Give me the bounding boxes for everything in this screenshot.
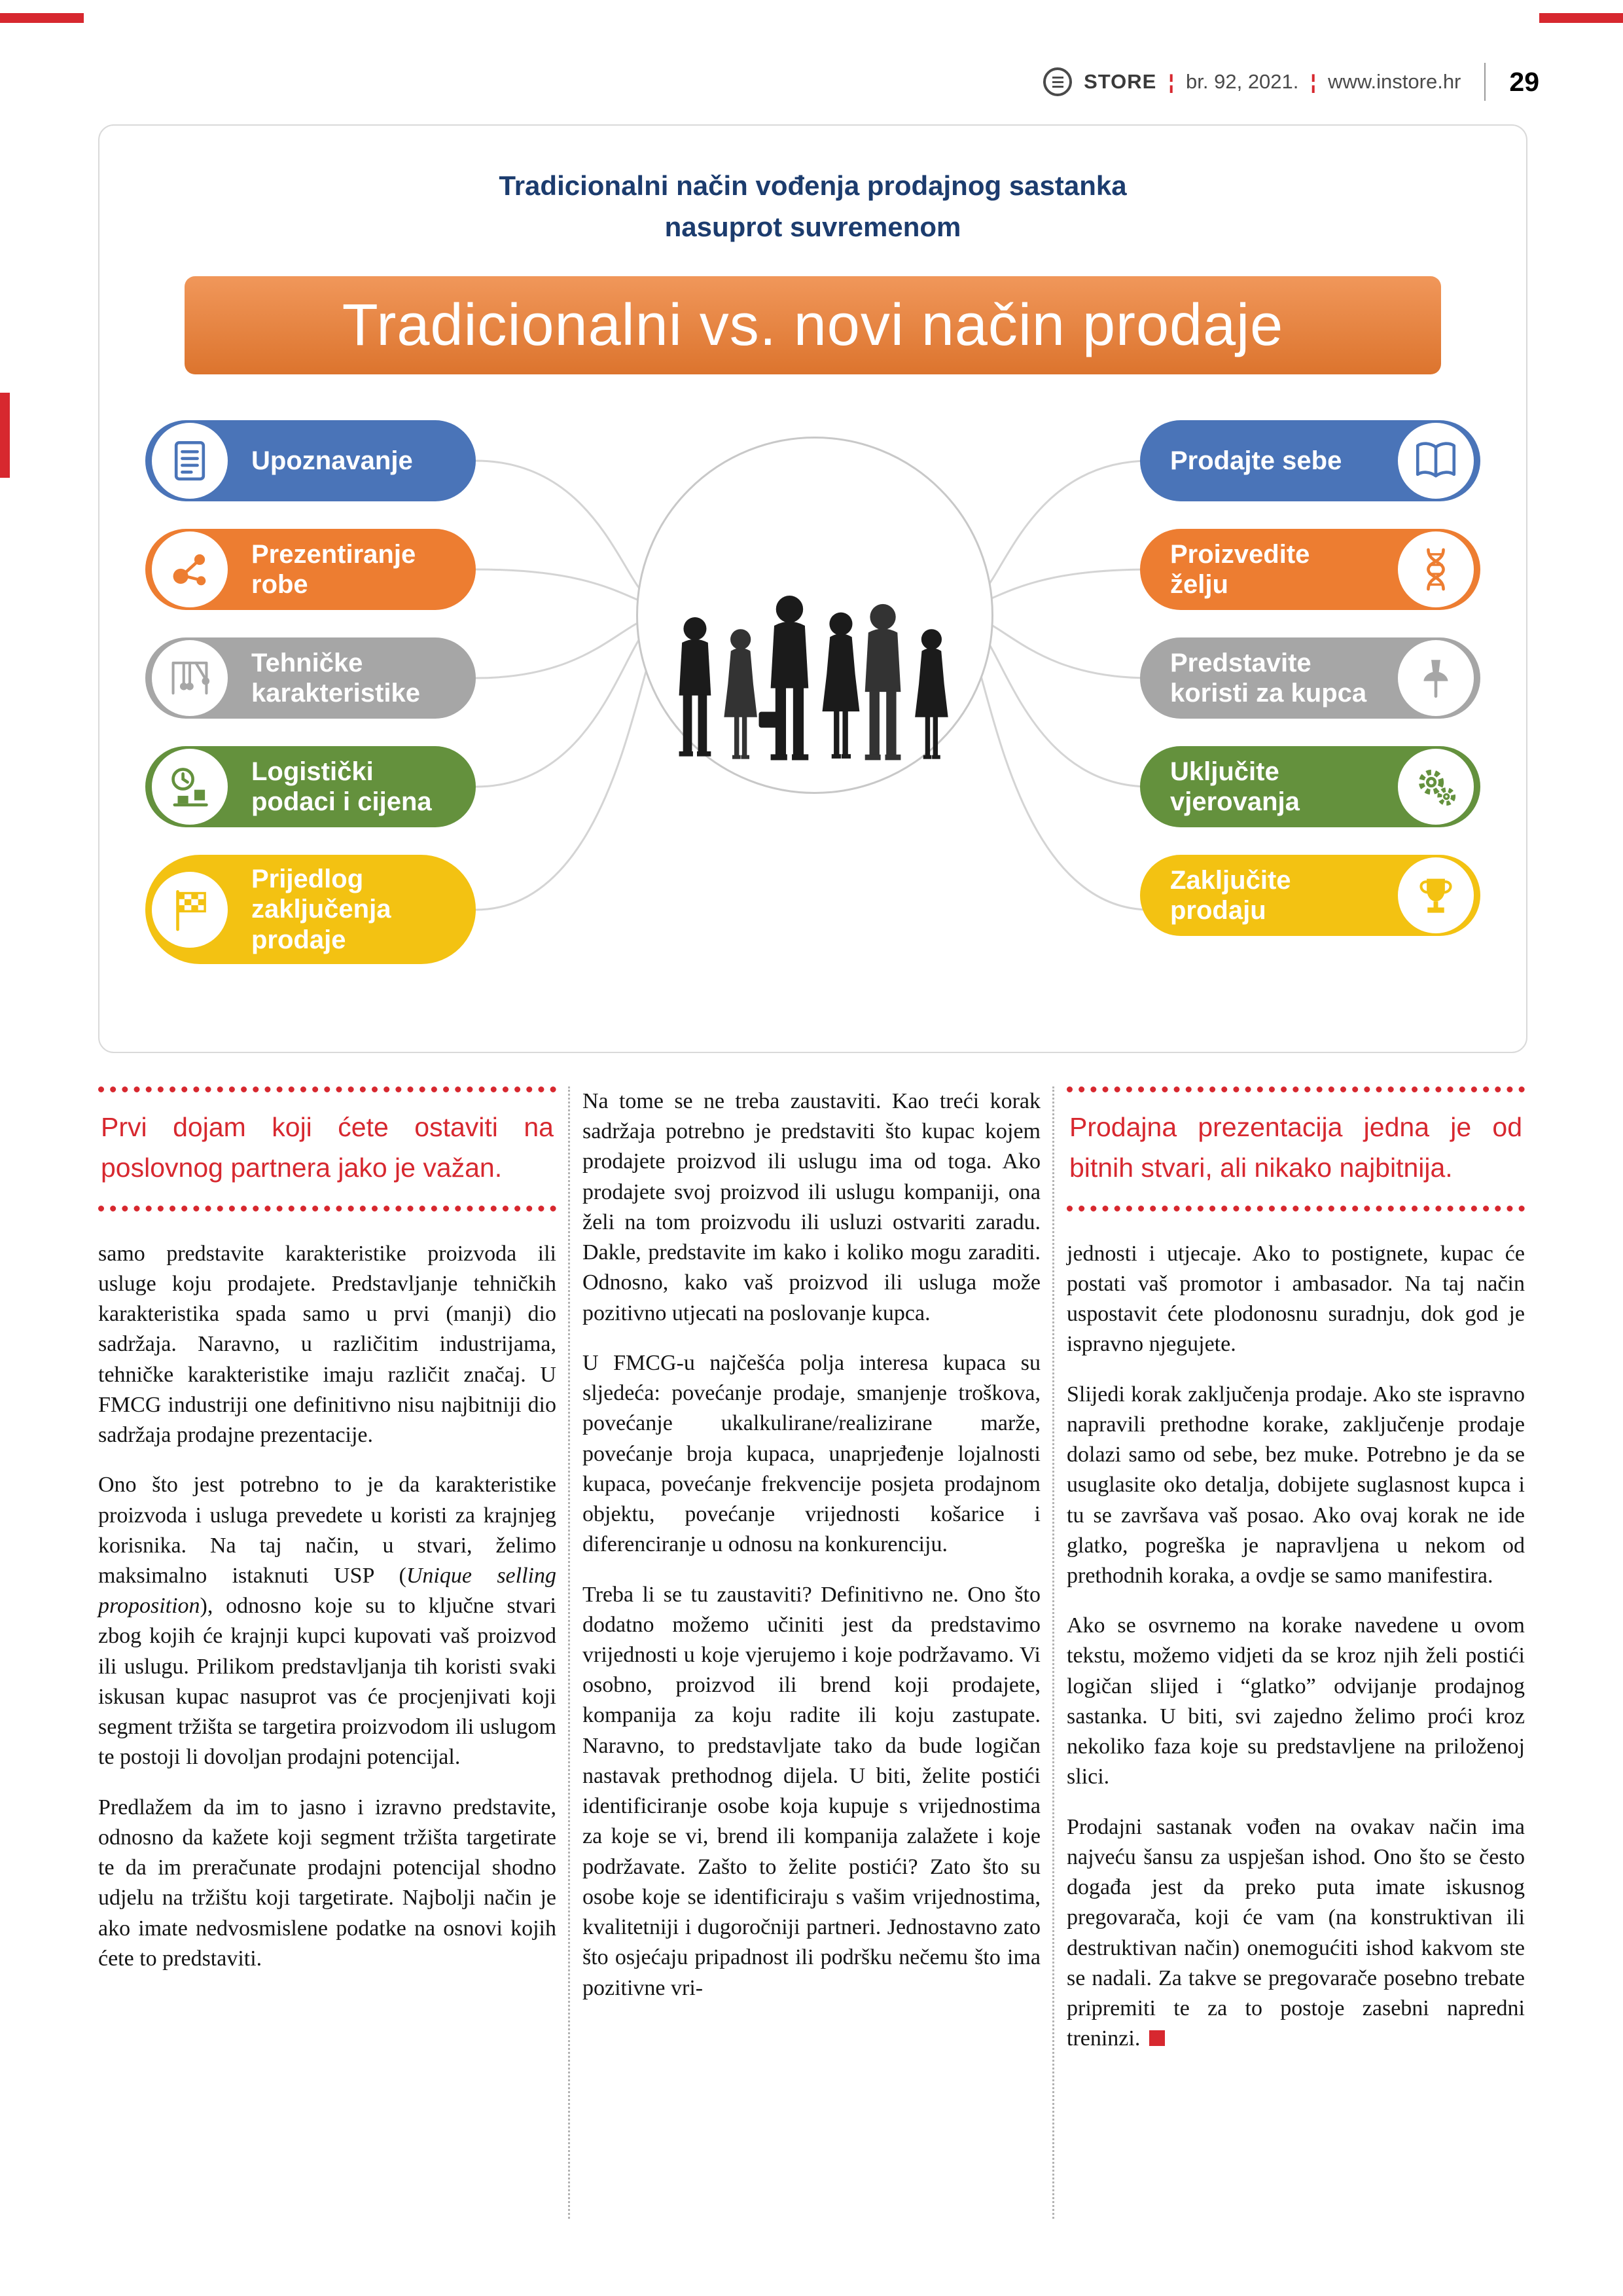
article-column-1: [98, 1086, 556, 1994]
header-divider: [1484, 63, 1486, 101]
instore-logo-icon: [1043, 67, 1072, 96]
step-zakljucite-prodaju: [1140, 855, 1480, 936]
step-prodajte-sebe: [1140, 420, 1480, 501]
step-proizvedite-zelju: [1140, 529, 1480, 610]
pin-icon: [1398, 640, 1474, 716]
page-number: 29: [1509, 66, 1539, 97]
paragraph-text: ), odnosno koje su to ključne stvari zbog kojih će krajnji kupci kupovati vaš proizvod ili uslugu. Prilikom predstavljanja tih koristi svaki iskusan kupac nasuprot vas će procjenjivati koji segment tržišta se targetira proizvodom ili uslugom te postoji li dovoljan prodajni potencijal.: [98, 1594, 556, 1770]
step-label: Upoznavanje: [251, 446, 413, 475]
step-label: Zaključite prodaju: [1170, 865, 1291, 925]
step-label: Prijedlog zaključenja prodaje: [251, 865, 391, 954]
brand-name: STORE: [1084, 70, 1157, 93]
step-predstavite-koristi: [1140, 637, 1480, 719]
crop-mark-left-edge: [0, 393, 10, 478]
article-column-2: [582, 1086, 1041, 2023]
header-separator: ¦: [1168, 70, 1175, 93]
business-people-illustration: [669, 571, 961, 761]
checklist-icon: [152, 423, 228, 499]
step-logisticki-podaci: [145, 746, 476, 827]
trophy-icon: [1398, 857, 1474, 933]
step-label: Logistički podaci i cijena: [251, 757, 432, 816]
paragraph: Slijedi korak zaključenja prodaje. Ako ste ispravno napravili prethodne korake, zaključenje prodaje dolazi samo od sebe, bez muke. Potrebno je da se usuglasite oko detalja, dobijete suglasnost kupca i tu se završava vaš posao. Ako ovaj korak ne ide glatko, pogreška je napravljena u nekom od prethodnih koraka, a ovdje se samo manifestira.: [1067, 1382, 1525, 1588]
step-label: Predstavite koristi za kupca: [1170, 648, 1367, 708]
logistics-icon: [152, 749, 228, 825]
infographic-banner: Tradicionalni vs. novi način prodaje: [185, 276, 1441, 374]
step-prezentiranje-robe: [145, 529, 476, 610]
step-label: Uključite vjerovanja: [1170, 757, 1300, 816]
paragraph: U FMCG-u najčešća polja interesa kupaca su sljedeća: povećanje prodaje, smanjenje troškova, povećanje ukalkulirane/realizirane marže, povećanje broja kupaca, unaprjeđenje lojalnosti kupaca, povećanje frekvencije posjeta prodajnom objektu, povećanje vrijednosti košarice i diferenciranje u odnosu na konkurenciju.: [582, 1350, 1041, 1557]
website-url: www.instore.hr: [1328, 70, 1461, 93]
meeting-people-circle: [636, 437, 993, 794]
traditional-steps-list: [145, 420, 476, 964]
column-separator: [1052, 1086, 1054, 2219]
crop-mark-top-right: [1539, 13, 1623, 23]
step-ukljucite-vjerovanja: [1140, 746, 1480, 827]
gears-icon: [1398, 749, 1474, 825]
paragraph-italic: Unique selling proposition: [98, 1563, 556, 1619]
paragraph: Na tome se ne treba zaustaviti. Kao treći korak sadržaja potrebno je predstaviti što kupac kojem prodajete proizvod ili uslugu ima od toga. Ako prodajete svoj proizvod ili uslugu kompaniji, ona želi na tom proizvodu ili usluzi ostvariti zaradu. Dakle, predstavite im kako i koliko mogu zaraditi. Odnosno, kako vaš proizvod ili usluga može pozitivno utjecati na poslovanje kupca.: [582, 1089, 1041, 1325]
crop-mark-top-left: [0, 13, 84, 23]
dna-icon: [1398, 531, 1474, 607]
paragraph-text: Prodajni sastanak vođen na ovakav način ima najveću šansu za uspješan ishod. Ono što se često događa jest da preko puta imate iskusnog pregovarača, koji će vam (na konstruktivan ili destruktivan način) onemogućiti ishod kakvom ste se nadali. Za takve se pregovarače posebno trebate pripremiti te za to postoje zasebni napredni treninzi.: [1067, 1814, 1525, 2051]
column-separator: [568, 1086, 570, 2219]
paragraph: [98, 1470, 556, 1772]
paragraph: Predlažem da im to jasno i izravno predstavite, odnosno da kažete koji segment tržišta targetirate te da im preračunate prodajni potencijal shodno udjelu na tržištu koji targetirate. Najbolji način je ako imate nedvosmislene podatke na osnovi kojih ćete to predstaviti.: [98, 1795, 556, 1971]
article-column-3: [1067, 1086, 1525, 2073]
paragraph-text: Ono što jest potrebno to je da karakteristike proizvoda i usluga prevedete u koristi za krajnjeg korisnika. Na taj način, u stvari, želimo maksimalno istaknuti USP (: [98, 1473, 556, 1588]
newtons-cradle-icon: [152, 640, 228, 716]
paragraph: [1067, 1812, 1525, 2054]
infographic-title-line2: nasuprot suvremenom: [664, 211, 961, 242]
step-label: Proizvedite želju: [1170, 539, 1310, 599]
infographic-title-line1: Tradicionalni način vođenja prodajnog sastanka: [499, 170, 1127, 201]
step-prijedlog-zakljucenja: [145, 855, 476, 964]
step-label: Prezentiranje robe: [251, 539, 416, 599]
pull-quote-right: Prodajna prezentacija jedna je od bitnih stvari, ali nikako najbitnija.: [1067, 1086, 1525, 1211]
paragraph: Treba li se tu zaustaviti? Definitivno ne. Ono što dodatno možemo učiniti jest da predstavimo vrijednosti u koje vjerujemo i koje podržavamo. Vi osobno, proizvod ili brend koji prodajete, kompanija za koju radite ili koju zastupate. Naravno, to predstavljate tako da bude logičan nastavak prethodnog dijela. U biti, želite postići identificiranje osobe koja kupuje s vrijednostima za koje se vi, brend ili kompanija zalažete i koje podržavate. Zašto to želite postići? Zato što su osobe koje se identificiraju s vašim vrijednostima, kvalitetniji i dugoročniji partneri. Jednostavno zato što osjećaju pripadnost ili podršku nečemu što ima pozitivne vri-: [582, 1582, 1041, 2000]
paragraph: samo predstavite karakteristike proizvoda ili usluge koju prodajete. Predstavljanje tehničkih karakteristika spada samo u prvi (manji) dio sadržaja. Naravno, u različitim industrijama, tehničke karakteristike imaju različit značaj. U FMCG industriji one definitivno nisu najbitniji dio sadržaja prodajne prezentacije.: [98, 1241, 556, 1448]
infographic-box: [98, 124, 1527, 1053]
paragraph: Ako se osvrnemo na korake navedene u ovom tekstu, možemo vidjeti da se kroz njih želi postići logičan slijed i “glatko” odvijanje prodajnog sastanka. U biti, svi zajedno želimo proći kroz nekoliko faza koje su predstavljene na priloženoj slici.: [1067, 1613, 1525, 1789]
modern-steps-list: [1140, 420, 1480, 936]
share-icon: [152, 531, 228, 607]
checkered-flag-icon: [152, 872, 228, 948]
issue-number: br. 92, 2021.: [1186, 70, 1299, 93]
paragraph: jednosti i utjecaje. Ako to postignete, kupac će postati vaš promotor i ambasador. Na taj način uspostavit ćete plodonosnu suradnju, dok god je ispravno njegujete.: [1067, 1241, 1525, 1357]
pull-quote-left: Prvi dojam koji ćete ostaviti na poslovnog partnera jako je važan.: [98, 1086, 556, 1211]
end-of-article-mark: [1149, 2030, 1165, 2046]
step-tehnicke-karakteristike: [145, 637, 476, 719]
book-icon: [1398, 423, 1474, 499]
step-label: Tehničke karakteristike: [251, 648, 420, 708]
step-label: Prodajte sebe: [1170, 446, 1342, 475]
header-separator: ¦: [1310, 70, 1317, 93]
step-upoznavanje: [145, 420, 476, 501]
page-header: [1043, 63, 1539, 101]
